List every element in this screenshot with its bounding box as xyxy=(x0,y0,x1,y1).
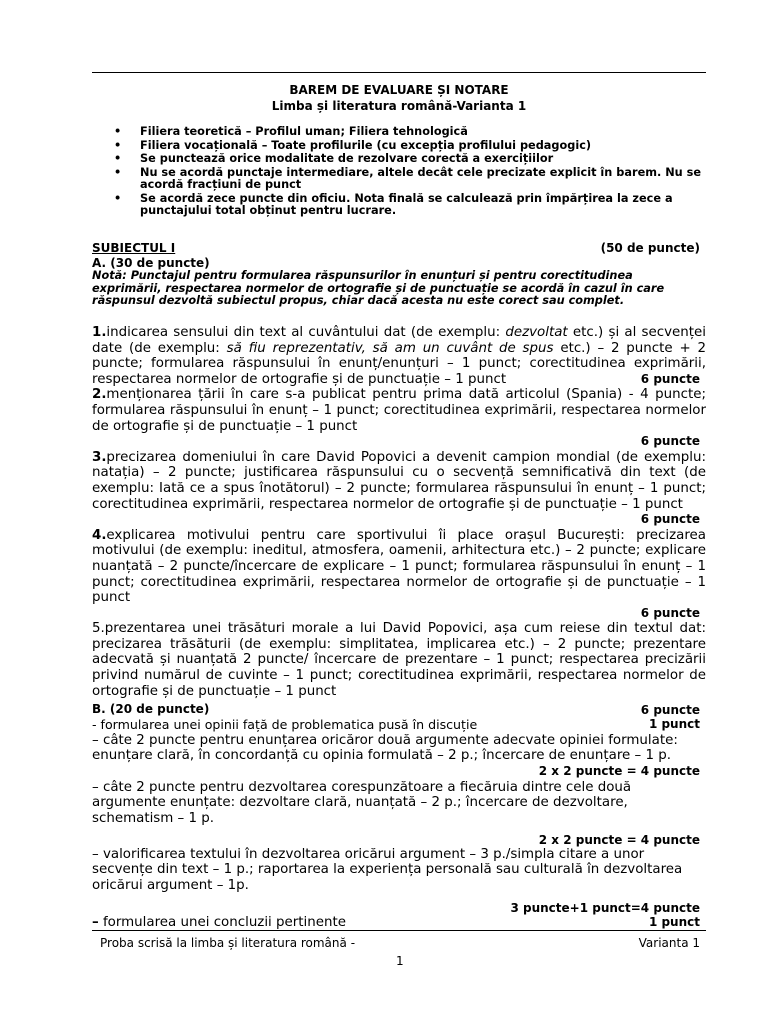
footer-exam-label: Proba scrisă la limba și literatura română - xyxy=(100,936,356,950)
subject-label: SUBIECTUL I xyxy=(92,241,176,255)
note-label: Notă: xyxy=(92,269,127,282)
item-3: 3.precizarea domeniului în care David Popovici a devenit campion mondial (de exemplu: natația) – 2 puncte; justificarea răspunsului cu o secvență semnificativă din text (de exemplu: Iată ce a spus înotătorul) – 2 puncte; formularea răspunsului în enunț – 1 punct; corectitudinea exprimării, respectarea normelor de ortografie și de punctuație – 1 punct 6 puncte xyxy=(92,449,706,527)
document-subtitle: Limba și literatura română-Varianta 1 xyxy=(271,99,527,113)
document-title: BAREM DE EVALUARE ȘI NOTARE xyxy=(289,83,509,97)
b-criterion-opinion: - formularea unei opinii față de problematica pusă în discuție 1 punct xyxy=(92,717,700,732)
top-rule xyxy=(92,72,706,73)
item-2: 2.menționarea țării în care s-a publicat pentru prima dată articolul (Spania) - 4 puncte; formularea răspunsului în enunț – 1 punct; corectitudinea exprimării, respectarea normelor de ortografie și de punctuație – 1 punct 6 puncte xyxy=(92,387,706,449)
b-criterion-conclusion: – formularea unei concluzii pertinente 1 punct xyxy=(92,915,700,931)
item-1-points: 6 puncte xyxy=(640,371,700,386)
b-criterion-text-use: – valorificarea textului în dezvoltarea oricărui argument – 3 p./simpla citare a unor secvențe din text – 1 p.; raportarea la experiența personală sau culturală în dezvoltarea oricărui argument – 1p. xyxy=(92,846,683,893)
page-number: 1 xyxy=(396,954,404,968)
item-4-points: 6 puncte xyxy=(640,605,700,620)
item-5: 5.prezentarea unei trăsături morale a lui David Popovici, așa cum reiese din textul dat: precizarea trăsăturii (de exemplu: simplitatea, implicarea etc.) – 2 puncte; prezentare adecvată și nuanțată 2 puncte/ încercare de prezentare – 1 punct; respectarea precizării privind numărul de cuvinte – 1 punct; corectitudinea exprimării, respectarea normelor de ortografie și de punctuație – 1 punct 6 puncte xyxy=(92,621,706,718)
section-a-title: A. (30 de puncte) xyxy=(92,256,210,270)
instructions-list xyxy=(92,126,706,219)
item-4: 4.explicarea motivului pentru care sportivului îi place orașul București: precizarea motivului (de exemplu: ineditul, atmosfera, oamenii, arhitectura etc.) – 2 puncte; explicare nuanțată – 2 puncte/încercare de explicare – 1 punct; formularea răspunsului în enunț – 1 punct; corectitudinea exprimării, respectarea normelor de ortografie și de punctuație – 1 punct 6 puncte xyxy=(92,527,706,620)
item-5-points: 6 puncte xyxy=(640,703,700,718)
b-arguments-total: 2 x 2 puncte = 4 puncte xyxy=(538,763,700,778)
subject-heading xyxy=(92,241,706,255)
item-3-points: 6 puncte xyxy=(640,512,700,527)
list-item: • Se acordă zece puncte din oficiu. Nota finală se calculează prin împărțirea la zece a punctajului total obținut pentru lucrare. xyxy=(114,191,673,217)
b-criterion-development: – câte 2 puncte pentru dezvoltarea corespunzătoare a fiecăruia dintre cele două argumente enunțate: dezvoltare clară, nuanțată – 2 p.; încercare de dezvoltare, schematism – 1 p. xyxy=(92,779,632,826)
note-text: Punctajul pentru formularea răspunsurilor în enunțuri și pentru corectitudinea exprimării, respectarea normelor de ortografie și de punctuație se acordă în cazul în care răspunsul dezvoltă subiectul propus, chiar dacă acesta nu este corect sau complet. xyxy=(92,269,665,307)
list-item: • Filiera vocațională – Toate profilurile (cu excepția profilului pedagogic) xyxy=(114,138,592,152)
item-1: 1.indicarea sensului din text al cuvântului dat (de exemplu: dezvoltat etc.) și al secvenței date (de exemplu: să fiu reprezentativ, să am un cuvânt de spus etc.) – 2 puncte + 2 puncte; formularea răspunsului în enunț/enunțuri – 1 punct; corectitudinea exprimării, respectarea normelor de ortografie și de punctuație – 1 punct 6 puncte xyxy=(92,325,707,387)
subject-points: (50 de puncte) xyxy=(600,241,700,255)
b-conclusion-points: 1 punct xyxy=(648,915,700,930)
scoring-note xyxy=(92,270,706,308)
b-development-total: 2 x 2 puncte = 4 puncte xyxy=(538,832,700,847)
list-item: • Se punctează orice modalitate de rezolvare corectă a exercițiilor xyxy=(114,152,554,165)
footer-rule xyxy=(92,930,706,931)
list-item: • Filiera teoretică – Profilul uman; Filiera tehnologică xyxy=(114,125,468,138)
b-criterion-arguments: – câte 2 puncte pentru enunțarea oricăror două argumente adecvate opiniei formulate: enunțare clară, în concordanță cu opinia formulată – 2 p.; încercare de enunțare – 1 p. xyxy=(92,732,678,764)
footer-variant: Varianta 1 xyxy=(638,936,700,950)
b-text-use-total: 3 puncte+1 punct=4 puncte xyxy=(510,901,700,916)
item-2-points: 6 puncte xyxy=(640,434,700,449)
list-item: • Nu se acordă punctaje intermediare, altele decât cele precizate explicit în barem. Nu se acordă fracțiuni de punct xyxy=(114,165,702,191)
section-a-items xyxy=(92,325,706,719)
section-b xyxy=(92,702,706,931)
section-b-title: B. (20 de puncte) xyxy=(92,702,210,716)
b-opinion-points: 1 punct xyxy=(648,717,700,731)
